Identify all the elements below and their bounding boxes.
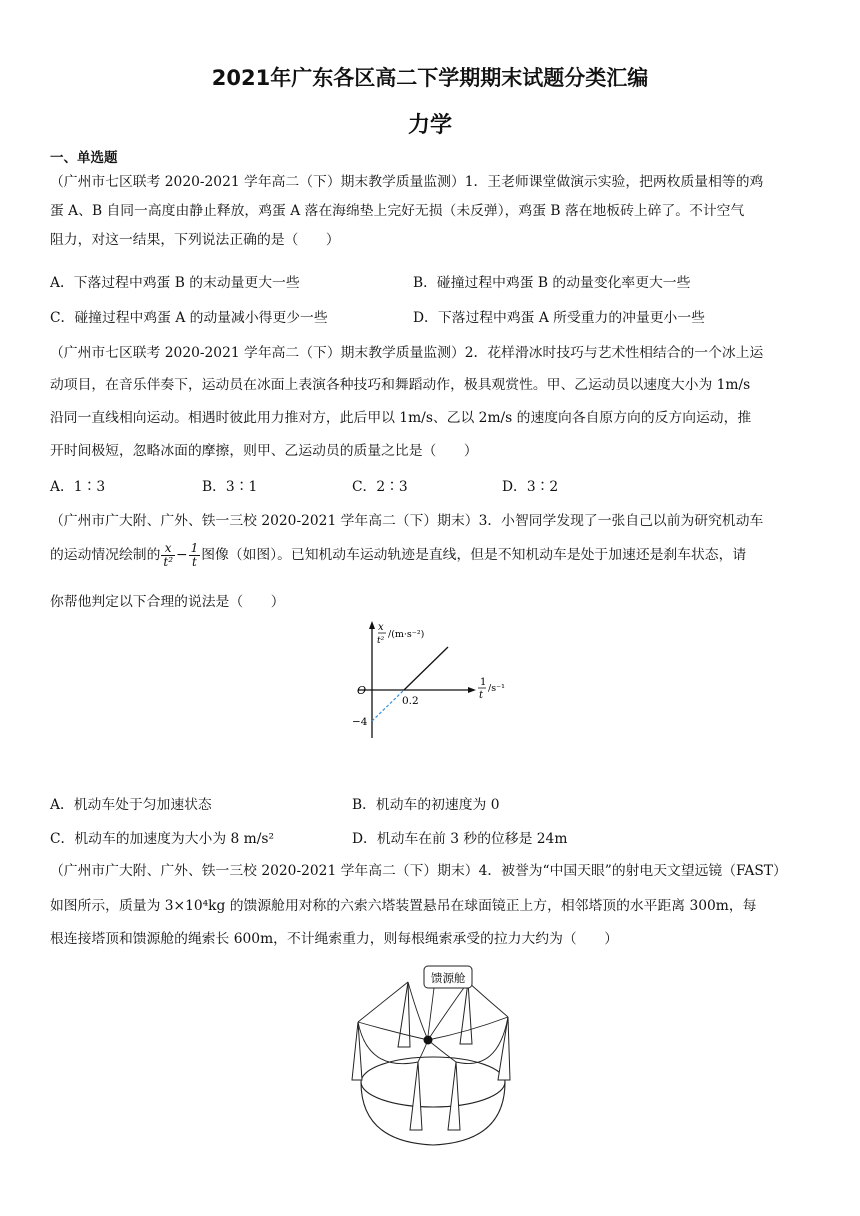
section-heading: 一、单选题: [50, 150, 118, 166]
q2-option-a: A．1∶3: [50, 479, 106, 495]
x-axis-arrow-icon: [468, 687, 476, 693]
feed-cabin-dot: [424, 1036, 433, 1045]
tower-3: [410, 1062, 422, 1130]
q2-option-d: D．3∶2: [502, 479, 559, 495]
q2-line2: 动项目，在音乐伴奏下，运动员在冰面上表演各种技巧和舞蹈动作，极具观赏性。甲、乙运动员以速度大小为 1m/s: [50, 377, 751, 393]
q1-option-a: A．下落过程中鸡蛋 B 的末动量更大一些: [50, 275, 300, 291]
q3-option-d: D．机动车在前 3 秒的位移是 24m: [352, 831, 568, 847]
q3-option-a: A．机动车处于匀加速状态: [50, 797, 212, 813]
tower-6: [498, 1017, 510, 1080]
q3-line2-text-b: 图像（如图）。已知机动车运动轨迹是直线，但是不知机动车是处于加速还是刹车状态，请: [201, 547, 747, 563]
graph-dashed-extension: [372, 690, 404, 721]
q1-option-c: C．碰撞过程中鸡蛋 A 的动量减小得更少一些: [50, 310, 328, 326]
q1-line1: （广州市七区联考 2020-2021 学年高二（下）期末教学质量监测）1．王老师课堂做演示实验，把两枚质量相等的鸡: [50, 174, 764, 190]
q1-option-b: B．碰撞过程中鸡蛋 B 的动量变化率更大一些: [413, 275, 691, 291]
q3-line3: 你帮他判定以下合理的说法是（ ）: [50, 594, 285, 610]
x-over-t2-fraction: $\frac{x}{\text{t²}}$: [163, 541, 174, 569]
fast-telescope-figure: [348, 962, 518, 1152]
q3-line2-text-a: 的运动情况绘制的: [50, 547, 161, 563]
graph-line: [404, 647, 448, 690]
q2-option-b: B．3∶1: [202, 479, 258, 495]
feed-cabin-label: 馈源舱: [431, 971, 466, 985]
document-title: 2021年广东各区高二下学期期末试题分类汇编: [211, 66, 649, 90]
q1-line2: 蛋 A、B 自同一高度由静止释放，鸡蛋 A 落在海绵垫上完好无损（未反弹），鸡蛋 B 落在地板砖上碎了。不计空气: [50, 203, 745, 219]
x-label-unit: /s⁻¹: [488, 683, 505, 694]
tower-4: [448, 1062, 460, 1130]
origin-label: O: [357, 684, 367, 697]
q4-line1: （广州市广大附、广外、铁一三校 2020-2021 学年高二（下）期末）4．被誉为“中国天眼”的射电天文望远镜（FAST）: [50, 863, 787, 879]
one-over-t-fraction: $\frac{1}{t}$: [190, 541, 199, 569]
x-label-den: t: [479, 690, 484, 701]
q2-line3: 沿同一直线相向运动。相遇时彼此用力推对方，此后甲以 1m/s、乙以 2m/s 的速度向各自原方向的反方向运动，推: [50, 410, 752, 426]
q4-line3: 根连接塔顶和馈源舱的绳索长 600m，不计绳索重力，则每根绳索承受的拉力大约为（ ）: [50, 931, 619, 947]
y-label-den: t²: [377, 636, 385, 646]
q2-line4: 开时间极短，忽略冰面的摩擦，则甲、乙运动员的质量之比是（ ）: [50, 443, 478, 459]
x-label-num: 1: [480, 677, 487, 688]
minus-sign: −: [176, 547, 188, 563]
reflector-bowl: [361, 1082, 505, 1145]
reflector-rim: [361, 1057, 505, 1107]
y-tick-label: −4: [352, 716, 368, 728]
y-label-unit: /(m·s⁻²): [388, 629, 425, 640]
q4-line2: 如图所示，质量为 3×10⁴kg 的馈源舱用对称的六索六塔装置悬吊在球面镜正上方，相邻塔顶的水平距离 300m，每: [50, 898, 757, 914]
q1-option-d: D．下落过程中鸡蛋 A 所受重力的冲量更小一些: [413, 310, 705, 326]
y-label-num: x: [378, 622, 384, 633]
tower-2: [398, 982, 410, 1047]
q3-option-c: C．机动车的加速度为大小为 8 m/s²: [50, 831, 275, 847]
q2-line1: （广州市七区联考 2020-2021 学年高二（下）期末教学质量监测）2．花样滑冰时技巧与艺术性相结合的一个冰上运: [50, 345, 764, 361]
q3-option-b: B．机动车的初速度为 0: [352, 797, 500, 813]
q2-option-c: C．2∶3: [352, 479, 408, 495]
q3-line2: [50, 542, 746, 569]
q3-graph: [328, 618, 518, 748]
q1-line3: 阻力，对这一结果，下列说法正确的是（ ）: [50, 232, 340, 248]
x-tick-label: 0.2: [402, 695, 419, 707]
y-axis-arrow-icon: [369, 621, 375, 629]
document-subtitle: 力学: [407, 113, 452, 138]
q3-line1: （广州市广大附、广外、铁一三校 2020-2021 学年高二（下）期末）3．小智同学发现了一张自己以前为研究机动车: [50, 513, 764, 529]
